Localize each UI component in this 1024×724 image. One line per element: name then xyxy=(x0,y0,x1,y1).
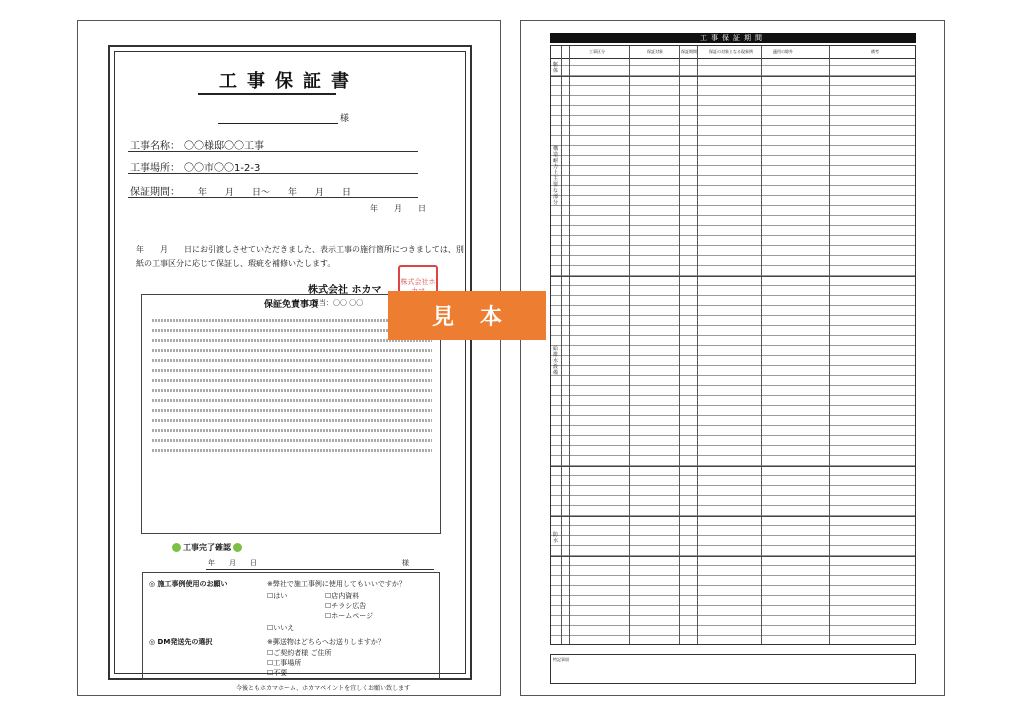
group-label-waterproof: 防水 xyxy=(553,532,559,544)
title-underline xyxy=(198,93,336,95)
work-site-value: 〇〇市〇〇1-2-3 xyxy=(184,163,261,174)
col-divider xyxy=(679,46,680,644)
period-label: 保証期間： xyxy=(130,187,180,198)
issue-date: 年 月 日 xyxy=(370,204,426,213)
q1-title: ◎ 施工事例使用のお願い xyxy=(149,580,228,588)
col-divider xyxy=(829,46,830,644)
col-divider xyxy=(569,46,570,644)
header-remarks: 備考 xyxy=(871,49,879,54)
group-divider xyxy=(551,556,915,557)
sample-stamp: 見本 xyxy=(388,291,546,340)
group-divider xyxy=(551,466,915,467)
col-divider xyxy=(697,46,698,644)
completion-suffix: 様 xyxy=(402,559,409,567)
footer-message: 今後ともホカマホーム、ホカマペイントを宜しくお願い致します xyxy=(236,685,411,692)
completion-signature-line xyxy=(206,569,434,570)
col-divider xyxy=(629,46,630,644)
remarks-label: 特記事項 xyxy=(553,657,569,662)
dest-option-1[interactable]: ☐ご契約者様 ご住所 xyxy=(267,649,332,657)
warranty-table-page xyxy=(520,20,945,696)
warranty-table xyxy=(550,45,916,645)
header-exclusions: 適用の除外 xyxy=(773,49,793,54)
q2-title: ◎ DM発送先の選択 xyxy=(149,638,213,646)
notice-date: 年 月 日 xyxy=(136,245,192,254)
completion-date: 年 月 日 xyxy=(208,559,257,567)
survey-box xyxy=(142,572,440,680)
group-divider xyxy=(551,516,915,517)
representative: 担当：〇〇 〇〇 xyxy=(312,299,364,307)
use-option-1[interactable]: ☐店内資料 xyxy=(325,592,360,600)
col-divider xyxy=(561,46,562,644)
dest-option-3[interactable]: ☐不要 xyxy=(267,669,288,677)
q2-text: ※郵送物はどちらへお送りしますか？ xyxy=(267,638,385,646)
remarks-box xyxy=(550,654,916,684)
dest-option-2[interactable]: ☐工事場所 xyxy=(267,659,302,667)
group-divider xyxy=(551,276,915,277)
completion-confirm-heading xyxy=(170,542,244,553)
group-label-plumbing: 給排水設備 xyxy=(553,346,559,376)
completion-title: 工事完了確認 xyxy=(183,543,231,552)
plant-icon xyxy=(233,543,242,552)
work-site-field xyxy=(130,159,260,174)
period-underline xyxy=(128,197,418,198)
q1-yes-checkbox[interactable]: ☐はい xyxy=(267,592,288,600)
use-option-3[interactable]: ☐ホームページ xyxy=(325,612,374,620)
header-category: 工事区分 xyxy=(589,49,605,54)
company-seal: 株式会社ホ xyxy=(398,265,438,309)
work-site-underline xyxy=(128,173,418,174)
header-phenomena: 保証の対象となる現象例 xyxy=(709,49,753,54)
work-name-label: 工事名称： xyxy=(130,141,180,152)
notice-text: にお引渡しさせていただきました、表示工事の施行箇所につきましては、別紙の工事区分に応じて保証し、瑕疵を補修いたします。 xyxy=(136,245,464,268)
plant-icon xyxy=(172,543,181,552)
header-target: 保証対象 xyxy=(647,49,663,54)
header-period: 保証期間 xyxy=(681,49,697,54)
warranty-table-title: 工事保証期間 xyxy=(550,33,916,43)
work-site-label: 工事場所： xyxy=(130,163,180,174)
work-name-underline xyxy=(128,151,418,152)
work-name-value: 〇〇様邸〇〇工事 xyxy=(184,141,264,152)
col-divider xyxy=(761,46,762,644)
q1-text: ※弊社で施工事例に使用してもいいですか？ xyxy=(267,580,406,588)
company-name: 株式会社 ホカマ xyxy=(308,285,382,296)
period-value: 年 月 日〜 年 月 日 xyxy=(198,188,352,198)
certificate-title: 工事保証書 xyxy=(219,71,359,92)
group-label-structure: 構造耐力上主要な部分 xyxy=(553,146,559,206)
exemption-title: 保証免責事項 xyxy=(263,300,318,310)
guarantee-certificate-page xyxy=(77,20,501,696)
period-field xyxy=(130,183,351,198)
warranty-table-header xyxy=(551,46,915,59)
use-option-2[interactable]: ☐チラシ広告 xyxy=(325,602,367,610)
q1-no-checkbox[interactable]: ☐いいえ xyxy=(267,624,295,632)
group-divider xyxy=(551,76,915,77)
work-name-field xyxy=(130,137,264,152)
addressee-suffix: 様 xyxy=(340,114,350,124)
group-label-frame: 躯体 xyxy=(553,62,559,74)
addressee-line xyxy=(218,123,338,124)
